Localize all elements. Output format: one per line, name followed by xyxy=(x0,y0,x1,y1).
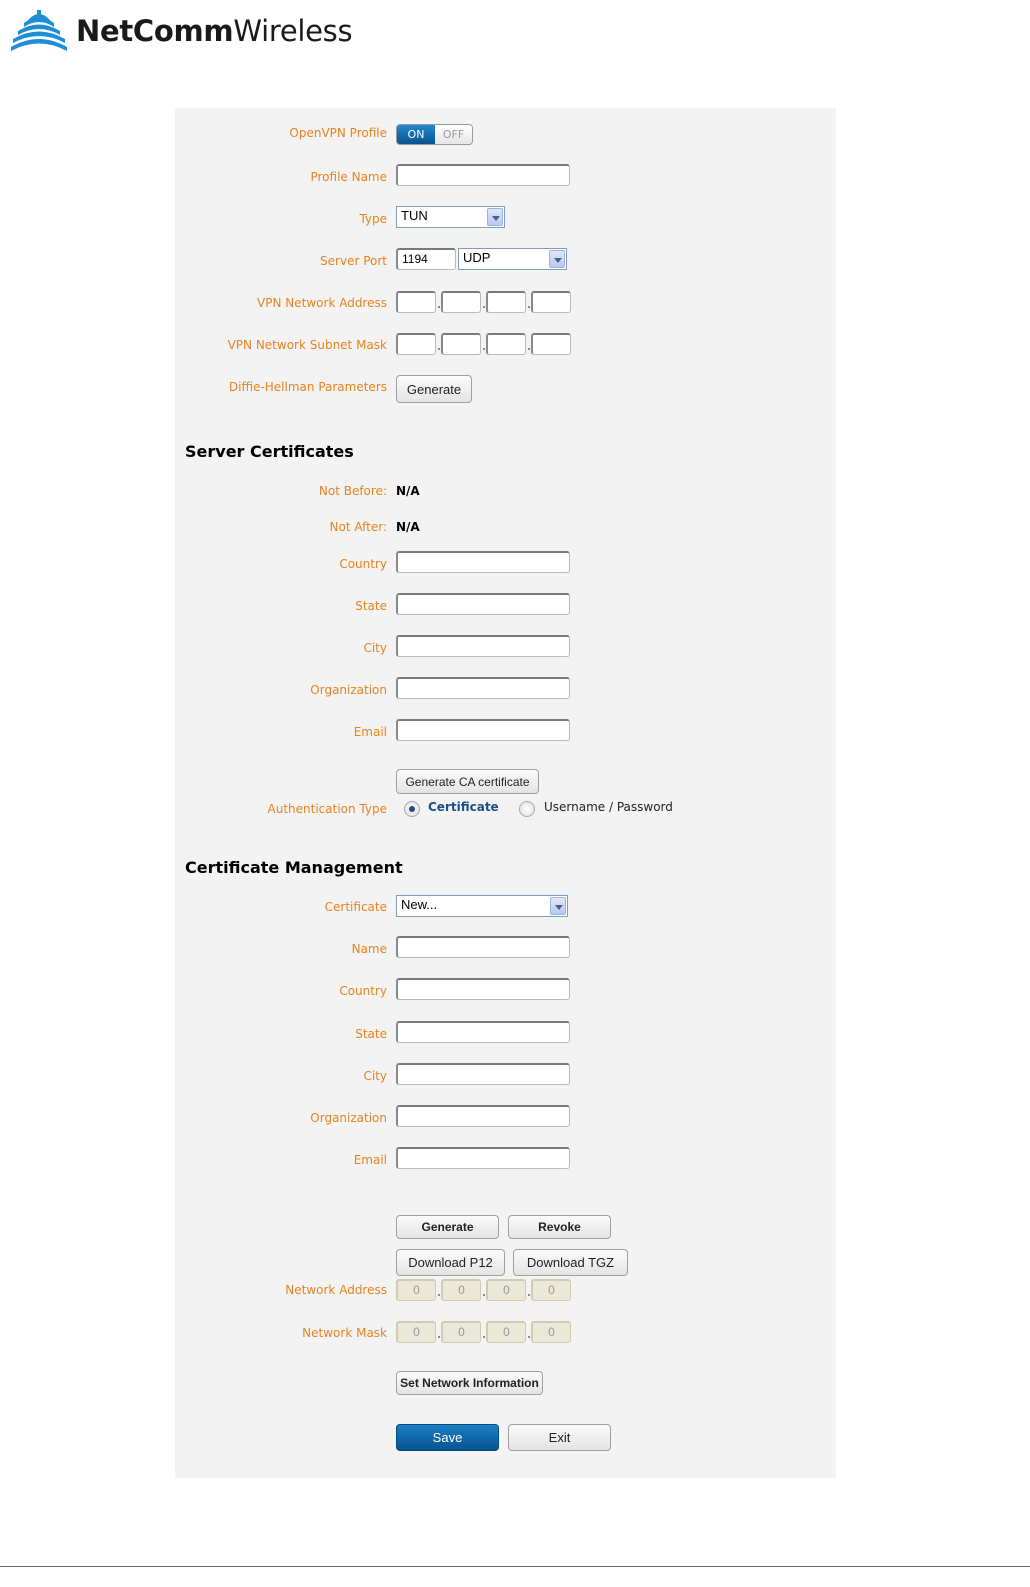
vpn-mask-octet-2[interactable] xyxy=(441,333,481,355)
footer-divider xyxy=(0,1566,1030,1567)
server-organization-input[interactable] xyxy=(396,677,570,699)
octet-separator xyxy=(483,348,485,350)
not-before-value: N/A xyxy=(396,484,420,498)
exit-button[interactable]: Exit xyxy=(508,1424,611,1451)
octet-separator xyxy=(438,348,440,350)
set-network-information-button[interactable]: Set Network Information xyxy=(396,1371,543,1395)
toggle-off[interactable]: OFF xyxy=(435,125,472,144)
cert-organization-input[interactable] xyxy=(396,1105,570,1127)
profile-name-label: Profile Name xyxy=(310,170,387,184)
vpn-mask-octet-4[interactable] xyxy=(531,333,571,355)
server-certificates-heading: Server Certificates xyxy=(185,442,354,461)
network-address-label: Network Address xyxy=(285,1283,387,1297)
network-mask-octet-4: 0 xyxy=(531,1321,571,1343)
protocol-select[interactable] xyxy=(458,248,567,270)
save-button[interactable]: Save xyxy=(396,1424,499,1451)
netcomm-logo xyxy=(10,6,352,56)
chevron-down-icon[interactable] xyxy=(487,208,503,226)
network-mask-label: Network Mask xyxy=(302,1326,387,1340)
cert-generate-button[interactable]: Generate xyxy=(396,1215,499,1239)
octet-separator xyxy=(438,306,440,308)
octet-separator xyxy=(528,1294,530,1296)
octet-separator xyxy=(438,1336,440,1338)
network-mask-octet-3: 0 xyxy=(486,1321,526,1343)
vpn-address-octet-4[interactable] xyxy=(531,291,571,313)
network-address-octet-3: 0 xyxy=(486,1279,526,1301)
cert-organization-label: Organization xyxy=(310,1111,387,1125)
type-label: Type xyxy=(359,212,387,226)
cert-name-label: Name xyxy=(351,942,387,956)
certificate-select[interactable] xyxy=(396,895,568,917)
auth-certificate-label[interactable]: Certificate xyxy=(428,800,499,814)
openvpn-settings-panel xyxy=(175,108,836,1478)
cert-state-input[interactable] xyxy=(396,1021,570,1043)
type-select-value: TUN xyxy=(401,208,428,223)
network-address-octet-2: 0 xyxy=(441,1279,481,1301)
cert-revoke-button[interactable]: Revoke xyxy=(508,1215,611,1239)
cert-email-input[interactable] xyxy=(396,1147,570,1169)
generate-ca-certificate-button[interactable]: Generate CA certificate xyxy=(396,769,539,794)
vpn-network-address-label: VPN Network Address xyxy=(257,296,387,310)
openvpn-profile-toggle[interactable] xyxy=(396,124,473,145)
server-state-label: State xyxy=(355,599,387,613)
server-organization-label: Organization xyxy=(310,683,387,697)
cert-country-label: Country xyxy=(339,984,387,998)
octet-separator xyxy=(528,348,530,350)
download-tgz-button[interactable]: Download TGZ xyxy=(513,1249,628,1276)
not-after-label: Not After: xyxy=(329,520,387,534)
vpn-address-octet-3[interactable] xyxy=(486,291,526,313)
wifi-signal-icon xyxy=(10,7,68,55)
server-state-input[interactable] xyxy=(396,593,570,615)
profile-name-input[interactable] xyxy=(396,164,570,186)
dh-generate-button[interactable]: Generate xyxy=(396,375,472,403)
server-port-label: Server Port xyxy=(320,254,387,268)
cert-email-label: Email xyxy=(353,1153,387,1167)
certificate-management-heading: Certificate Management xyxy=(185,858,403,877)
chevron-down-icon[interactable] xyxy=(550,897,566,915)
server-country-input[interactable] xyxy=(396,551,570,573)
not-before-label: Not Before: xyxy=(318,484,387,498)
vpn-subnet-mask-label: VPN Network Subnet Mask xyxy=(227,338,387,352)
cert-name-input[interactable] xyxy=(396,936,570,958)
vpn-address-octet-2[interactable] xyxy=(441,291,481,313)
download-p12-button[interactable]: Download P12 xyxy=(396,1249,505,1276)
server-city-input[interactable] xyxy=(396,635,570,657)
vpn-address-octet-1[interactable] xyxy=(396,291,436,313)
octet-separator xyxy=(528,306,530,308)
cert-country-input[interactable] xyxy=(396,978,570,1000)
chevron-down-icon[interactable] xyxy=(549,250,565,268)
type-select[interactable] xyxy=(396,206,505,228)
dh-parameters-label: Diffie-Hellman Parameters xyxy=(228,380,387,394)
server-email-input[interactable] xyxy=(396,719,570,741)
server-country-label: Country xyxy=(339,557,387,571)
octet-separator xyxy=(483,1294,485,1296)
cert-state-label: State xyxy=(355,1027,387,1041)
cert-city-input[interactable] xyxy=(396,1063,570,1085)
network-mask-octet-2: 0 xyxy=(441,1321,481,1343)
network-address-octet-4: 0 xyxy=(531,1279,571,1301)
authentication-type-label: Authentication Type xyxy=(267,802,387,816)
certificate-select-value: New... xyxy=(401,897,438,912)
protocol-select-value: UDP xyxy=(463,250,491,265)
octet-separator xyxy=(483,306,485,308)
certificate-label: Certificate xyxy=(324,900,387,914)
auth-userpass-radio[interactable] xyxy=(519,801,535,817)
vpn-mask-octet-1[interactable] xyxy=(396,333,436,355)
brand-name: NetCommWireless xyxy=(76,14,353,48)
cert-city-label: City xyxy=(363,1069,387,1083)
openvpn-profile-label: OpenVPN Profile xyxy=(289,126,387,140)
auth-userpass-label[interactable]: Username / Password xyxy=(544,800,673,814)
vpn-mask-octet-3[interactable] xyxy=(486,333,526,355)
not-after-value: N/A xyxy=(396,520,420,534)
toggle-on[interactable]: ON xyxy=(397,125,435,144)
auth-certificate-radio[interactable] xyxy=(404,801,420,817)
network-address-octet-1: 0 xyxy=(396,1279,436,1301)
server-city-label: City xyxy=(363,641,387,655)
server-port-input[interactable]: 1194 xyxy=(396,248,456,270)
octet-separator xyxy=(483,1336,485,1338)
server-email-label: Email xyxy=(353,725,387,739)
octet-separator xyxy=(528,1336,530,1338)
network-mask-octet-1: 0 xyxy=(396,1321,436,1343)
octet-separator xyxy=(438,1294,440,1296)
